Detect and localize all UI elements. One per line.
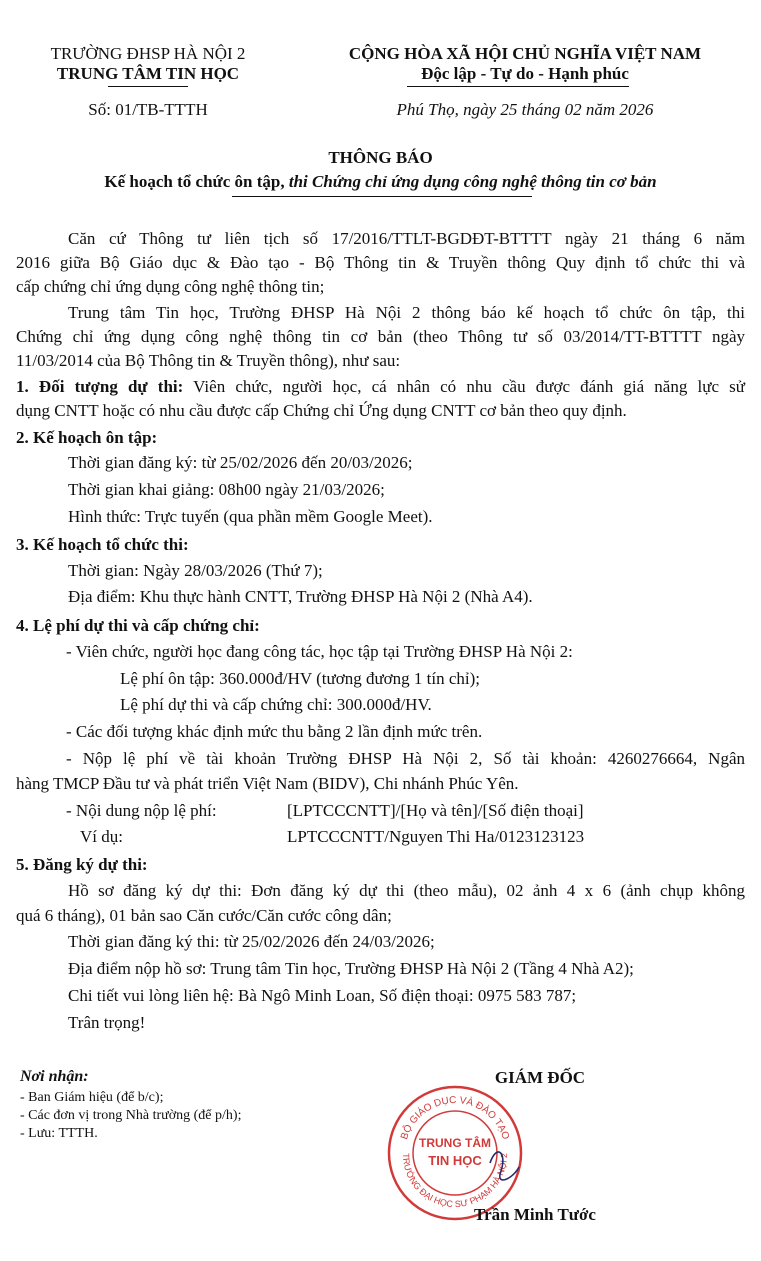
- section5-contact: Chi tiết vui lòng liên hệ: Bà Ngô Minh Loan, Số điện thoại: 0975 583 787;: [68, 986, 577, 1005]
- intro-p1-l3: cấp chứng chỉ ứng dụng công nghệ thông tin;: [16, 277, 325, 296]
- stamp-ring-top-text: BỘ GIÁO DỤC VÀ ĐÀO TẠO: [399, 1094, 511, 1141]
- section4-example-label: Ví dụ:: [80, 827, 123, 846]
- section3-location: Địa điểm: Khu thực hành CNTT, Trường ĐHSP Hà Nội 2 (Nhà A4).: [68, 587, 533, 606]
- section4-exam-fee: Lệ phí dự thi và cấp chứng chỉ: 300.000đ/HV.: [120, 695, 432, 714]
- place-date: Phú Thọ, ngày 25 tháng 02 năm 2026: [396, 100, 654, 119]
- subtitle-part1: Kế hoạch tổ chức ôn tập,: [104, 172, 289, 191]
- section1-heading: 1. Đối tượng dự thi:: [16, 377, 184, 396]
- section3-heading: 3. Kế hoạch tổ chức thi:: [16, 535, 189, 554]
- section5-dossier-l1: Hồ sơ đăng ký dự thi: Đơn đăng ký dự thi (theo mẫu), 02 ảnh 4 x 6 (ảnh chụp không: [68, 881, 745, 900]
- section4-others: - Các đối tượng khác định mức thu bằng 2 lần định mức trên.: [66, 722, 483, 741]
- section5-closing: Trân trọng!: [68, 1013, 146, 1032]
- section4-staff: - Viên chức, người học đang công tác, học tập tại Trường ĐHSP Hà Nội 2:: [66, 642, 573, 661]
- signer-name: Trần Minh Tước: [474, 1205, 596, 1224]
- motto: Độc lập - Tự do - Hạnh phúc: [421, 64, 629, 83]
- doc-number: Số: 01/TB-TTTH: [88, 100, 208, 119]
- signer-role: GIÁM ĐỐC: [494, 1068, 586, 1087]
- intro-p1-l2: 2016 giữa Bộ Giáo dục & Đào tạo - Bộ Thông tin & Truyền thông Quy định tổ chức thi và: [16, 253, 745, 272]
- motto-underline: [407, 86, 629, 87]
- section4-content-label: - Nội dung nộp lệ phí:: [66, 801, 217, 820]
- recipient-item: - Lưu: TTTH.: [20, 1126, 98, 1141]
- recipient-item: - Ban Giám hiệu (để b/c);: [20, 1090, 164, 1105]
- intro-p2-l2: Chứng chỉ ứng dụng công nghệ thông tin cơ bản (theo Thông tư số 03/2014/TT-BTTTT ngày: [16, 327, 745, 346]
- doc-subtitle: [0, 172, 761, 192]
- intro-p2-l1: Trung tâm Tin học, Trường ĐHSP Hà Nội 2 thông báo kế hoạch tổ chức ôn tập, thi: [68, 303, 745, 322]
- section2-heading: 2. Kế hoạch ôn tập:: [16, 428, 158, 447]
- intro-p2-l3: 11/03/2014 của Bộ Thông tin & Truyền thông), như sau:: [16, 351, 401, 370]
- stamp-center-line2: TIN HỌC: [428, 1153, 482, 1168]
- org-parent: TRƯỜNG ĐHSP HÀ NỘI 2: [50, 44, 246, 63]
- stamp-center-line1: TRUNG TÂM: [419, 1136, 491, 1150]
- recipient-item: - Các đơn vị trong Nhà trường (để p/h);: [20, 1108, 242, 1123]
- nation-title: CỘNG HÒA XÃ HỘI CHỦ NGHĨA VIỆT NAM: [348, 44, 702, 63]
- section2-registration: Thời gian đăng ký: từ 25/02/2026 đến 20/03/2026;: [68, 453, 413, 472]
- section1-l1-rest: Viên chức, người học, cá nhân có nhu cầu được đánh giá năng lực sử: [183, 377, 746, 396]
- subtitle-underline: [232, 196, 532, 197]
- intro-p1-l1: Căn cứ Thông tư liên tịch số 17/2016/TTLT-BGDĐT-BTTTT ngày 21 tháng 6 năm: [68, 229, 745, 248]
- org-underline: [108, 86, 188, 87]
- section4-payment-l2: hàng TMCP Đầu tư và phát triển Việt Nam (BIDV), Chi nhánh Phúc Yên.: [16, 774, 519, 793]
- section4-content-value: [LPTCCCNTT]/[Họ và tên]/[Số điện thoại]: [287, 801, 584, 820]
- section2-opening: Thời gian khai giảng: 08h00 ngày 21/03/2026;: [68, 480, 385, 499]
- section3-time: Thời gian: Ngày 28/03/2026 (Thứ 7);: [68, 561, 323, 580]
- section4-example-value: LPTCCCNTT/Nguyen Thi Ha/0123123123: [287, 827, 585, 846]
- org-unit: TRUNG TÂM TIN HỌC: [56, 64, 240, 83]
- section2-format: Hình thức: Trực tuyến (qua phần mềm Google Meet).: [68, 507, 433, 526]
- stamp-ring-bottom-text: TRƯỜNG ĐẠI HỌC SƯ PHẠM HÀ NỘI 2: [400, 1152, 510, 1210]
- section5-reg-place: Địa điểm nộp hồ sơ: Trung tâm Tin học, Trường ĐHSP Hà Nội 2 (Tầng 4 Nhà A2);: [68, 959, 634, 978]
- section4-heading: 4. Lệ phí dự thi và cấp chứng chỉ:: [16, 616, 260, 635]
- subtitle-part2: thi Chứng chỉ ứng dụng công nghệ thông tin cơ bản: [288, 172, 657, 191]
- recipients-label: Nơi nhận:: [20, 1068, 89, 1085]
- section5-dossier-l2: quá 6 tháng), 01 bản sao Căn cước/Căn cước công dân;: [16, 906, 392, 925]
- official-stamp: [385, 1083, 525, 1223]
- doc-title: THÔNG BÁO: [328, 148, 433, 167]
- section1-line1: [16, 375, 745, 399]
- section5-reg-time: Thời gian đăng ký thi: từ 25/02/2026 đến 24/03/2026;: [68, 932, 435, 951]
- section4-payment-l1: - Nộp lệ phí về tài khoản Trường ĐHSP Hà Nội 2, Số tài khoản: 4260276664, Ngân: [66, 749, 745, 768]
- section5-heading: 5. Đăng ký dự thi:: [16, 855, 148, 874]
- section1-line2: dụng CNTT hoặc có nhu cầu được cấp Chứng chỉ Ứng dụng CNTT cơ bản theo quy định.: [16, 401, 627, 420]
- section4-review-fee: Lệ phí ôn tập: 360.000đ/HV (tương đương 1 tín chỉ);: [120, 669, 481, 688]
